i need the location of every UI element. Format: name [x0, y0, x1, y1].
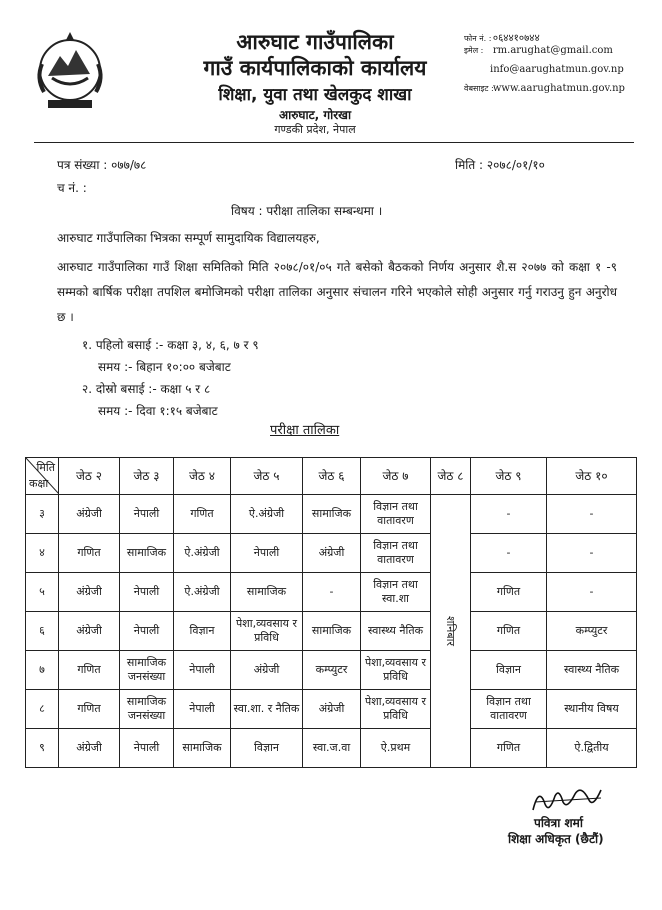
corner-class-label: कक्षा [29, 477, 49, 490]
subject-cell: सामाजिक [303, 495, 361, 534]
subject-cell: सामाजिक [120, 534, 174, 573]
subject-cell: ऐ.अंग्रेजी [174, 573, 231, 612]
dispatch-number: च नं. : [57, 181, 87, 195]
subject-cell: नेपाली [174, 651, 231, 690]
subject-cell: विज्ञान तथा वातावरण [361, 534, 431, 573]
column-header: जेठ ७ [361, 458, 431, 495]
subject-cell: स्वा.ज.वा [303, 729, 361, 768]
session-first: १. पहिलो बसाई :- कक्षा ३, ४, ६, ७ र ९ [82, 338, 259, 352]
subject-cell: विज्ञान तथा वातावरण [361, 495, 431, 534]
class-cell: ८ [26, 690, 59, 729]
website-label: वेबसाइट : [464, 84, 494, 93]
letter-body: आरुघाट गाउँपालिका गाउँ शिक्षा समितिको मिति २०७८/०१/०५ गते बसेको बैठकको निर्णय अनुसार शै.स २०७७ को कक्षा १ -९ सम्मको बार्षिक परीक्षा तपशिल बमोजिमको परीक्षा तालिका अनुसार संचालन गरिने भएकोले सोही अनुसार गर्नु गराउनु हुन अनुरोध छ । [57, 260, 617, 324]
subject-cell: सामाजिक जनसंख्या [120, 651, 174, 690]
email-line [464, 45, 613, 56]
subject-cell: नेपाली [120, 495, 174, 534]
subject-cell: स्वास्थ्य नैतिक [547, 651, 637, 690]
subject-cell: गणित [59, 534, 120, 573]
office-name: गाउँ कार्यपालिकाको कार्यालय [203, 56, 427, 80]
subject-cell: ऐ.अंग्रेजी [231, 495, 303, 534]
table-title: परीक्षा तालिका [270, 423, 340, 438]
header-divider [34, 142, 634, 143]
subject-cell: - [547, 573, 637, 612]
municipality-emblem [30, 28, 110, 118]
saturday-label: शनिबार [444, 615, 458, 647]
corner-header [26, 458, 59, 495]
subject-cell: गणित [471, 612, 547, 651]
province-name: गण्डकी प्रदेश, नेपाल [274, 123, 356, 136]
table-row [26, 534, 637, 573]
subject-cell: पेशा,व्यवसाय र प्रविधि [361, 651, 431, 690]
subject-cell: पेशा,व्यवसाय र प्रविधि [361, 690, 431, 729]
section-name: शिक्षा, युवा तथा खेलकुद शाखा [218, 85, 412, 105]
class-cell: ६ [26, 612, 59, 651]
session-first-time: समय :- बिहान १०:०० बजेबाट [98, 360, 231, 374]
subject-cell: गणित [471, 729, 547, 768]
column-header: जेठ ६ [303, 458, 361, 495]
subject-cell: गणित [59, 651, 120, 690]
subject-cell: स्वास्थ्य नैतिक [361, 612, 431, 651]
table-row [26, 651, 637, 690]
subject-cell: कम्प्युटर [303, 651, 361, 690]
subject-cell: विज्ञान [471, 651, 547, 690]
table-row [26, 573, 637, 612]
subject-cell: अंग्रेजी [59, 612, 120, 651]
column-header: जेठ १० [547, 458, 637, 495]
email-secondary [490, 64, 624, 75]
email-secondary-text: info@aarughatmun.gov.np [490, 64, 624, 75]
letter-date: मिति : २०७८/०१/१० [455, 158, 545, 172]
subject-cell: - [547, 534, 637, 573]
subject-cell: नेपाली [231, 534, 303, 573]
subject-cell: नेपाली [120, 612, 174, 651]
subject-cell: अंग्रेजी [59, 495, 120, 534]
subject-cell: विज्ञान तथा स्वा.शा [361, 573, 431, 612]
subject-cell: नेपाली [120, 573, 174, 612]
table-row [26, 495, 637, 534]
phone-label: फोन नं. : [464, 34, 492, 43]
subject-cell: - [471, 534, 547, 573]
letter-salutation: आरुघाट गाउँपालिका भित्रका सम्पूर्ण सामुदायिक विद्यालयहरु, [57, 231, 320, 245]
subject-cell: अंग्रेजी [231, 651, 303, 690]
class-cell: ५ [26, 573, 59, 612]
column-header: जेठ २ [59, 458, 120, 495]
class-cell: ३ [26, 495, 59, 534]
subject-cell: सामाजिक [231, 573, 303, 612]
subject-cell: गणित [471, 573, 547, 612]
table-row [26, 612, 637, 651]
subject-cell: विज्ञान [231, 729, 303, 768]
signatory-name: पवित्रा शर्मा [534, 816, 583, 830]
subject-cell: अंग्रेजी [59, 729, 120, 768]
column-header: जेठ ४ [174, 458, 231, 495]
subject-cell: पेशा,व्यवसाय र प्रविधि [231, 612, 303, 651]
saturday-cell [431, 495, 471, 768]
website-url: www.aarughatmun.gov.np [492, 83, 625, 94]
signatory-title: शिक्षा अधिकृत (छैटौं) [508, 832, 604, 846]
subject-cell: अंग्रेजी [59, 573, 120, 612]
session-second: २. दोस्रो बसाई :- कक्षा ५ र ८ [82, 382, 211, 396]
column-header: जेठ ५ [231, 458, 303, 495]
class-cell: ४ [26, 534, 59, 573]
subject-cell: विज्ञान [174, 612, 231, 651]
website-line [464, 83, 625, 94]
table-header-row [26, 458, 637, 495]
reference-number: पत्र संख्या : ०७७/७८ [57, 158, 147, 172]
subject-cell: - [547, 495, 637, 534]
column-header: जेठ ३ [120, 458, 174, 495]
email-primary: rm.arughat@gmail.com [492, 45, 613, 56]
column-header: जेठ ८ [431, 458, 471, 495]
subject-cell: स्वा.शा. र नैतिक [231, 690, 303, 729]
subject-cell: गणित [59, 690, 120, 729]
class-cell: ९ [26, 729, 59, 768]
subject-cell: सामाजिक [174, 729, 231, 768]
phone-number: ०६४४१०७४४ [492, 33, 540, 44]
subject-cell: ऐ.अंग्रेजी [174, 534, 231, 573]
subject-cell: ऐ.द्वितीय [547, 729, 637, 768]
subject-cell: स्थानीय विषय [547, 690, 637, 729]
office-location: आरुघाट, गोरखा [278, 108, 352, 122]
subject-cell: नेपाली [174, 690, 231, 729]
session-second-time: समय :- दिवा १:१५ बजेबाट [98, 404, 218, 418]
column-header: जेठ ९ [471, 458, 547, 495]
table-row [26, 690, 637, 729]
subject-cell: नेपाली [120, 729, 174, 768]
exam-schedule-table [25, 457, 637, 768]
class-cell: ७ [26, 651, 59, 690]
subject-cell: गणित [174, 495, 231, 534]
municipality-name: आरुघाट गाउँपालिका [236, 30, 394, 54]
email-label: इमेल : [464, 46, 484, 55]
subject-cell: ऐ.प्रथम [361, 729, 431, 768]
subject-cell: सामाजिक [303, 612, 361, 651]
subject-cell: अंग्रेजी [303, 534, 361, 573]
subject-cell: विज्ञान तथा वातावरण [471, 690, 547, 729]
subject-cell: - [471, 495, 547, 534]
phone-line [464, 30, 540, 44]
subject-cell: - [303, 573, 361, 612]
subject-cell: सामाजिक जनसंख्या [120, 690, 174, 729]
letter-subject: विषय : परीक्षा तालिका सम्बन्धमा । [231, 204, 383, 218]
table-row [26, 729, 637, 768]
subject-cell: कम्प्युटर [547, 612, 637, 651]
corner-date-label: मिति [36, 461, 55, 474]
subject-cell: अंग्रेजी [303, 690, 361, 729]
